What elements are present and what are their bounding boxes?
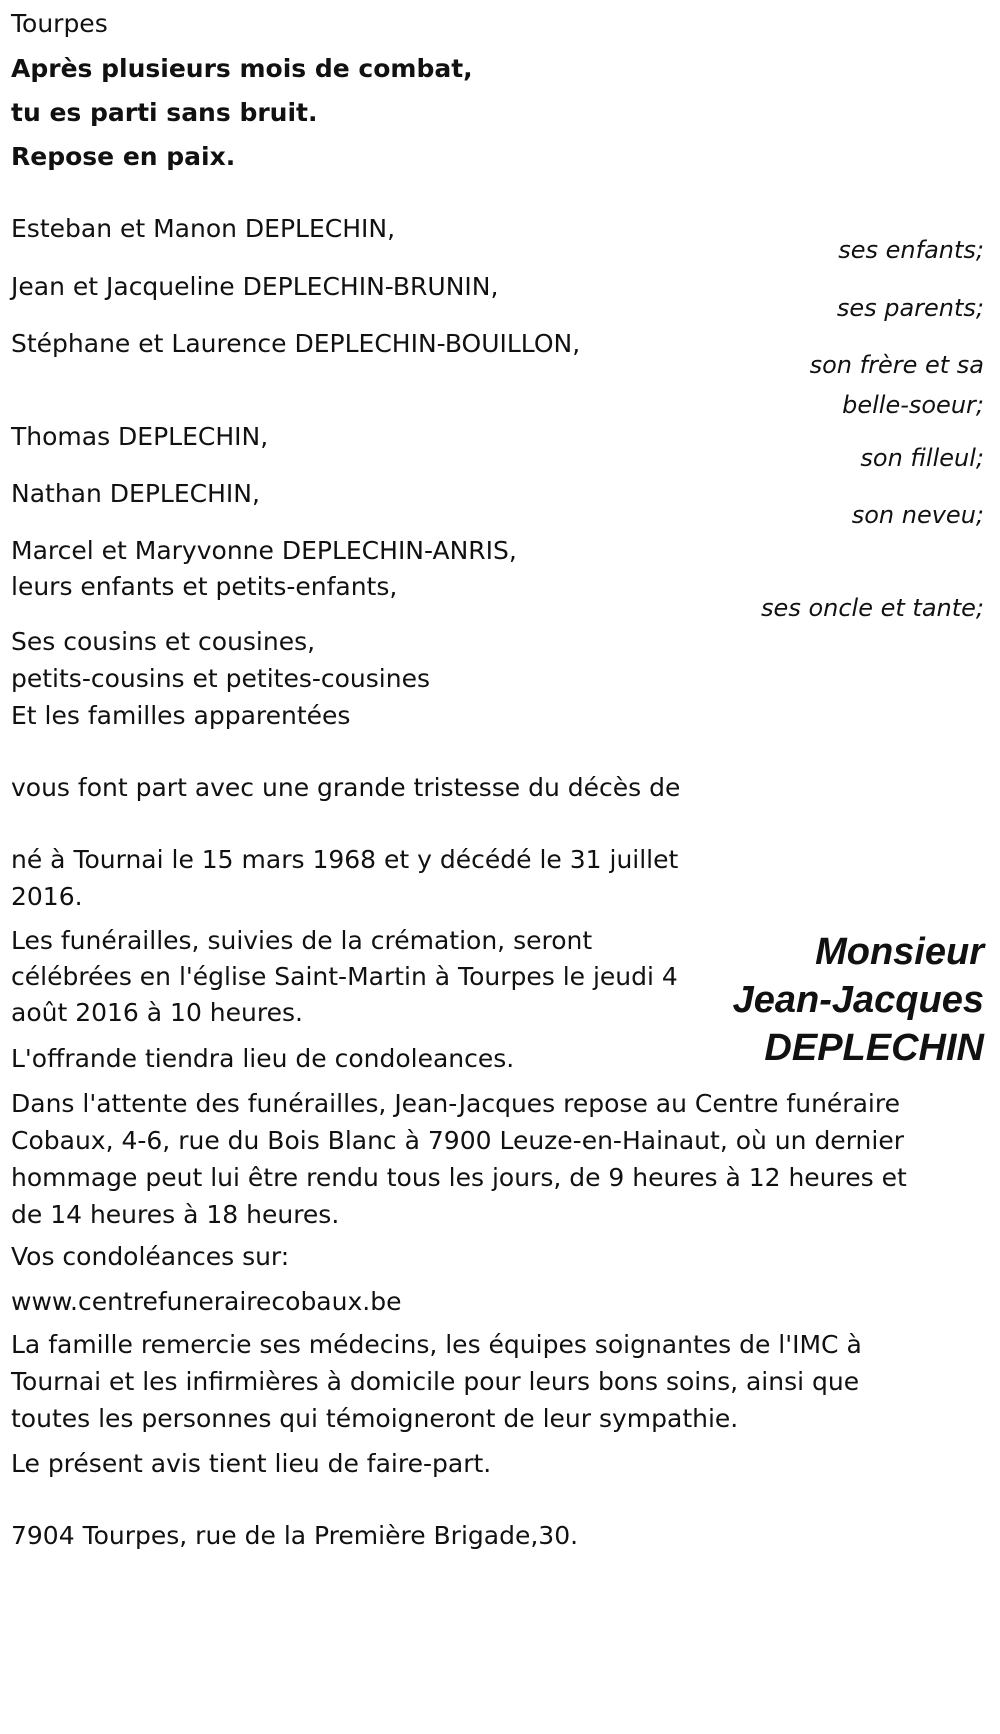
- family-member-uncle: [11, 531, 517, 607]
- thanks-note: [11, 1326, 862, 1437]
- funeral-line-3: août 2016 à 10 heures.: [11, 998, 303, 1027]
- notice: Le présent avis tient lieu de faire-part.: [11, 1449, 492, 1478]
- cousins-line-1: Ses cousins et cousines,: [11, 627, 316, 656]
- cousins-line-2: petits-cousins et petites-cousines: [11, 664, 430, 693]
- funeral-info: [11, 923, 678, 1031]
- condolences-label: Vos condoléances sur:: [11, 1242, 290, 1271]
- uncle-line-1: Marcel et Maryvonne DEPLECHIN-ANRIS,: [11, 536, 517, 565]
- relation-nephew: son neveu;: [851, 501, 984, 529]
- visitation-line-1: Dans l'attente des funérailles, Jean-Jacques repose au Centre funéraire: [11, 1089, 900, 1118]
- cousins-line-3: Et les familles apparentées: [11, 701, 351, 730]
- verse-line-3: Repose en paix.: [11, 142, 236, 171]
- relation-children: ses enfants;: [838, 236, 984, 264]
- family-member-children: Esteban et Manon DEPLECHIN,: [11, 214, 396, 243]
- visitation-line-2: Cobaux, 4-6, rue du Bois Blanc à 7900 Leuze-en-Hainaut, où un dernier: [11, 1126, 904, 1155]
- family-member-parents: Jean et Jacqueline DEPLECHIN-BRUNIN,: [11, 272, 499, 301]
- relation-parents: ses parents;: [836, 294, 984, 322]
- deceased-last-name: DEPLECHIN: [764, 1027, 984, 1069]
- birth-death: [11, 841, 678, 915]
- visitation-info: [11, 1085, 907, 1233]
- relation-brother: [810, 345, 984, 425]
- relation-godson: son filleul;: [860, 444, 984, 472]
- verse-line-1: Après plusieurs mois de combat,: [11, 54, 473, 83]
- place-name: Tourpes: [11, 9, 108, 38]
- relation-brother-line-2: belle-soeur;: [842, 391, 984, 419]
- funeral-line-1: Les funérailles, suivies de la crémation, seront: [11, 926, 593, 955]
- offering-note: L'offrande tiendra lieu de condoleances.: [11, 1044, 515, 1073]
- thanks-line-1: La famille remercie ses médecins, les équipes soignantes de l'IMC à: [11, 1330, 862, 1359]
- deceased-name: [733, 928, 984, 1072]
- family-member-brother: Stéphane et Laurence DEPLECHIN-BOUILLON,: [11, 329, 581, 358]
- birth-death-line-1: né à Tournai le 15 mars 1968 et y décédé le 31 juillet: [11, 845, 679, 874]
- thanks-line-3: toutes les personnes qui témoigneront de leur sympathie.: [11, 1404, 739, 1433]
- address: 7904 Tourpes, rue de la Première Brigade,30.: [11, 1521, 579, 1550]
- verse-line-2: tu es parti sans bruit.: [11, 98, 318, 127]
- deceased-first-name: Jean-Jacques: [732, 979, 984, 1021]
- relation-brother-line-1: son frère et sa: [809, 351, 984, 379]
- deceased-title: Monsieur: [815, 931, 984, 973]
- uncle-line-2: leurs enfants et petits-enfants,: [11, 572, 398, 601]
- thanks-line-2: Tournai et les infirmières à domicile pour leurs bons soins, ainsi que: [11, 1367, 860, 1396]
- family-member-godson: Thomas DEPLECHIN,: [11, 422, 269, 451]
- visitation-line-3: hommage peut lui être rendu tous les jours, de 9 heures à 12 heures et: [11, 1163, 907, 1192]
- announcement: vous font part avec une grande tristesse du décès de: [11, 773, 681, 802]
- cousins-block: [11, 623, 430, 734]
- family-member-nephew: Nathan DEPLECHIN,: [11, 479, 260, 508]
- birth-death-line-2: 2016.: [11, 882, 83, 911]
- relation-uncle: ses oncle et tante;: [761, 594, 984, 622]
- condolences-url[interactable]: www.centrefunerairecobaux.be: [11, 1287, 402, 1316]
- visitation-line-4: de 14 heures à 18 heures.: [11, 1200, 340, 1229]
- funeral-line-2: célébrées en l'église Saint-Martin à Tourpes le jeudi 4: [11, 962, 678, 991]
